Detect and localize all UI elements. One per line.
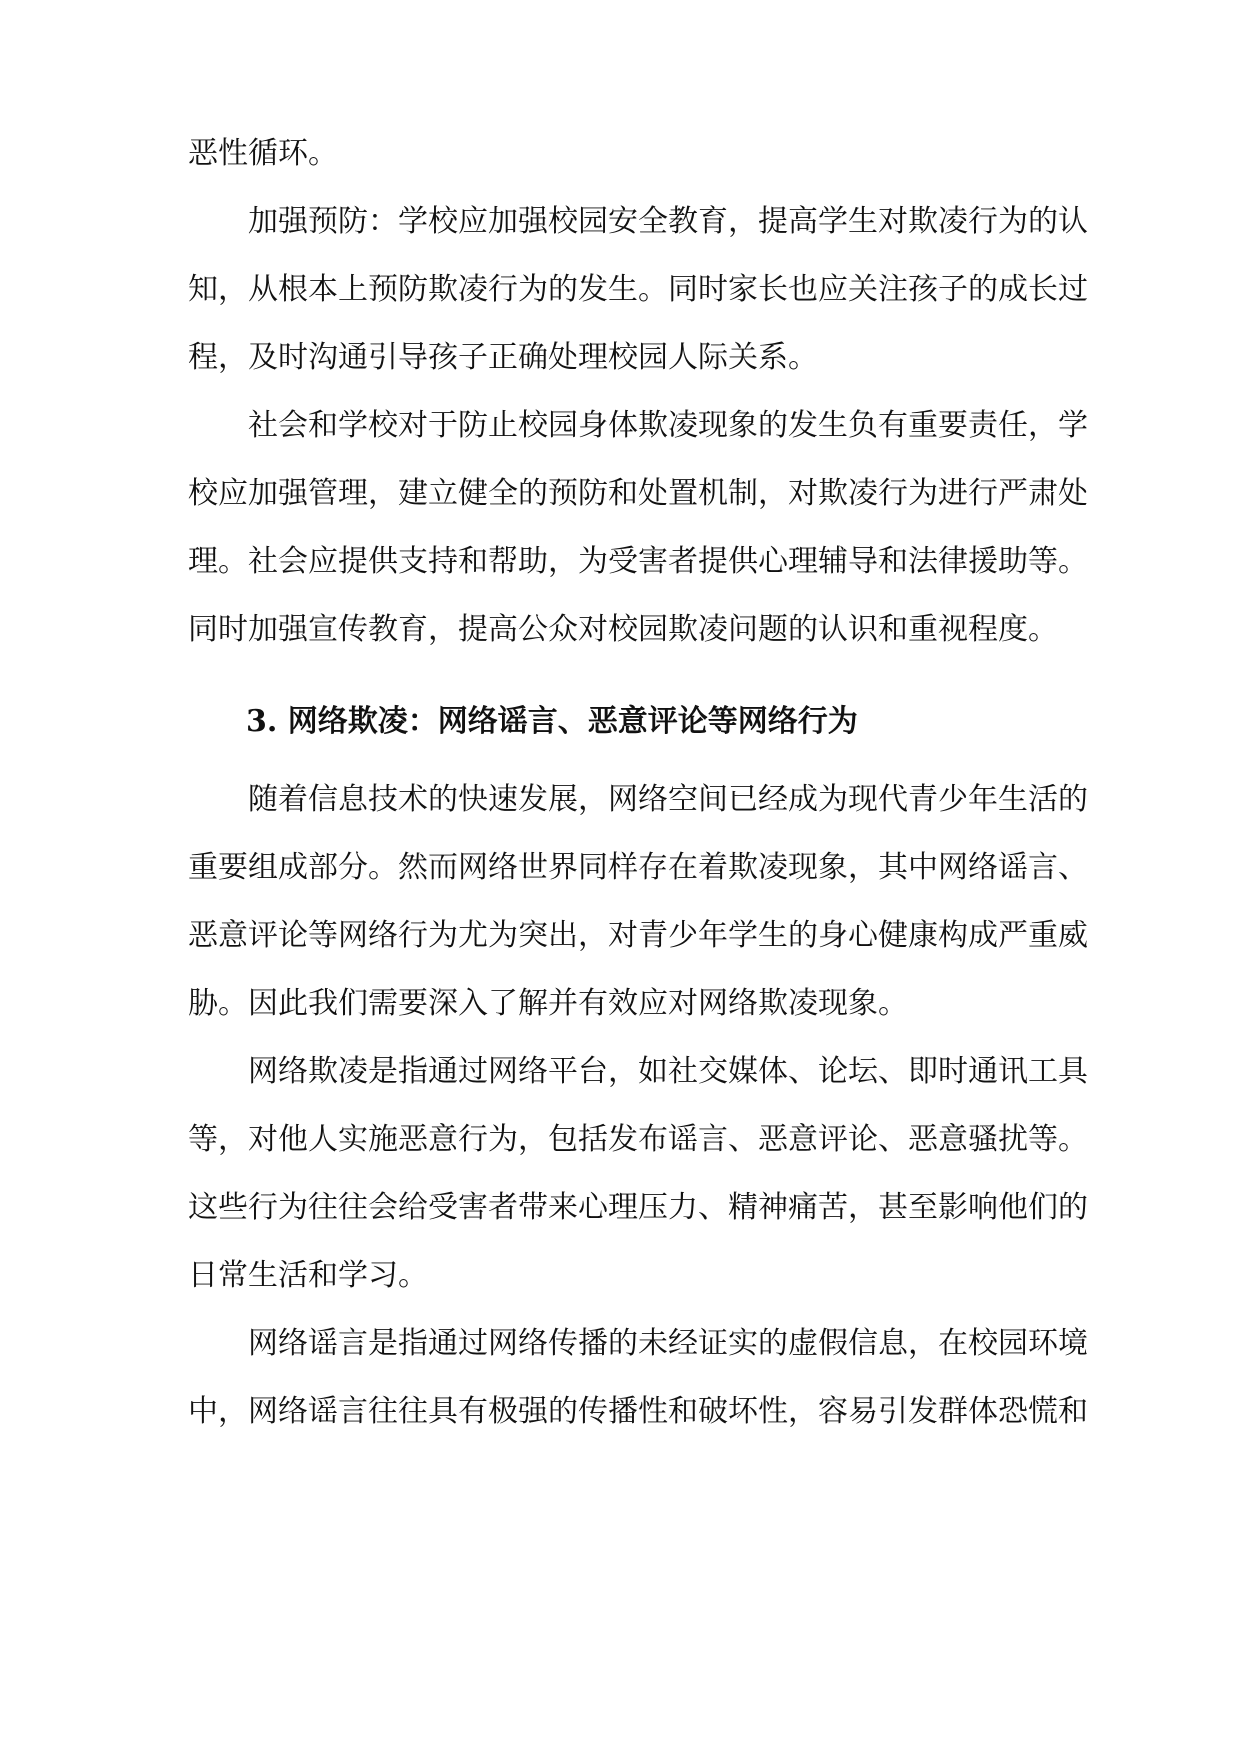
text-line: 随着信息技术的快速发展，网络空间已经成为现代青少年生活的 — [248, 782, 1088, 817]
text-line: 程，及时沟通引导孩子正确处理校园人际关系。 — [188, 340, 818, 375]
text-line: 胁。因此我们需要深入了解并有效应对网络欺凌现象。 — [188, 986, 908, 1021]
section-heading: 3. 网络欺凌：网络谣言、恶意评论等网络行为 — [246, 704, 858, 739]
text-line: 中，网络谣言往往具有极强的传播性和破坏性，容易引发群体恐慌和 — [188, 1394, 1088, 1429]
text-line: 知，从根本上预防欺凌行为的发生。同时家长也应关注孩子的成长过 — [188, 272, 1088, 307]
text-line: 社会和学校对于防止校园身体欺凌现象的发生负有重要责任，学 — [248, 408, 1088, 443]
text-line: 这些行为往往会给受害者带来心理压力、精神痛苦，甚至影响他们的 — [188, 1190, 1088, 1225]
text-line: 重要组成部分。然而网络世界同样存在着欺凌现象，其中网络谣言、 — [188, 850, 1088, 885]
text-line: 恶意评论等网络行为尤为突出，对青少年学生的身心健康构成严重威 — [188, 918, 1088, 953]
text-line: 网络欺凌是指通过网络平台，如社交媒体、论坛、即时通讯工具 — [248, 1054, 1088, 1089]
text-line: 等，对他人实施恶意行为，包括发布谣言、恶意评论、恶意骚扰等。 — [188, 1122, 1088, 1157]
text-line: 理。社会应提供支持和帮助，为受害者提供心理辅导和法律援助等。 — [188, 544, 1088, 579]
text-line: 加强预防：学校应加强校园安全教育，提高学生对欺凌行为的认 — [248, 204, 1088, 239]
text-line: 网络谣言是指通过网络传播的未经证实的虚假信息，在校园环境 — [248, 1326, 1088, 1361]
text-line: 同时加强宣传教育，提高公众对校园欺凌问题的认识和重视程度。 — [188, 612, 1058, 647]
text-line: 校应加强管理，建立健全的预防和处置机制，对欺凌行为进行严肃处 — [188, 476, 1088, 511]
text-line: 恶性循环。 — [188, 136, 338, 171]
text-line: 日常生活和学习。 — [188, 1258, 428, 1293]
